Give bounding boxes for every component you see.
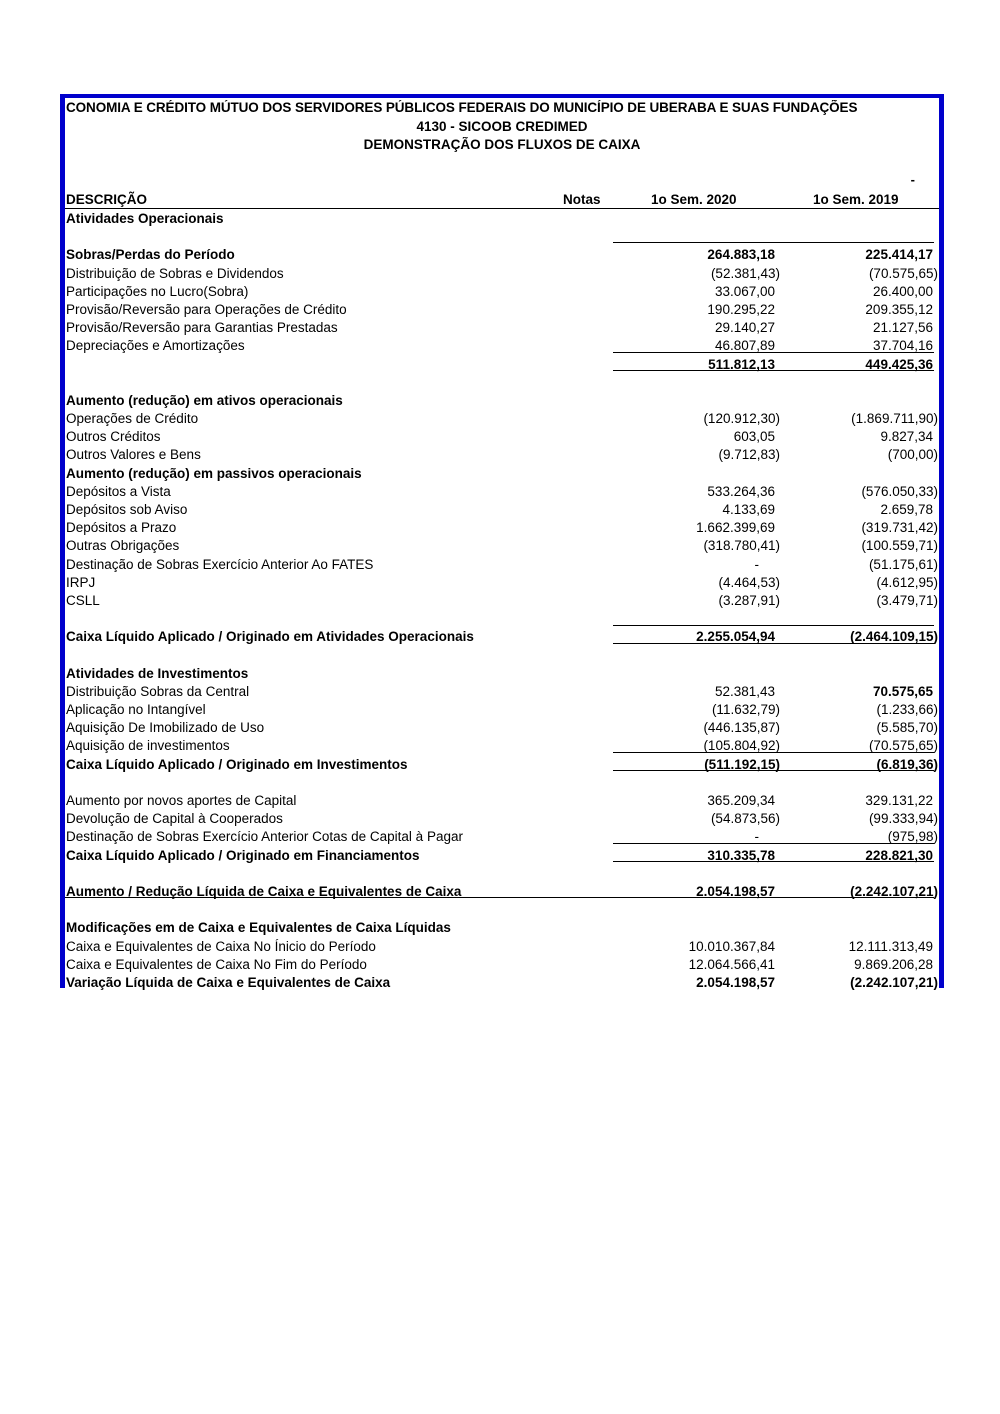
row-label: Aumento (redução) em ativos operacionais	[66, 392, 343, 408]
row-label: Caixa e Equivalentes de Caixa No Fim do Período	[66, 956, 367, 972]
value-2020: (105.804,92)	[703, 738, 780, 754]
table-row	[65, 919, 939, 937]
value-2019: (576.050,33)	[861, 483, 938, 499]
table-row	[65, 446, 939, 464]
table-row	[65, 246, 939, 264]
table-row	[65, 319, 939, 337]
column-notes: Notas	[563, 192, 601, 207]
value-2019: (2.464.109,15)	[850, 629, 938, 645]
value-2019: (1.233,66)	[876, 702, 938, 718]
value-2019: (700,00)	[887, 447, 938, 463]
rule-investimentos-bottom	[613, 770, 934, 771]
row-label: Atividades Operacionais	[66, 211, 224, 226]
table-row	[65, 665, 939, 683]
table-row	[65, 683, 939, 701]
value-2019: 225.414,17	[865, 247, 933, 263]
row-label: Provisão/Reversão para Operações de Crédito	[66, 301, 347, 317]
value-2020: (3.287,91)	[718, 592, 780, 608]
value-2020: 12.064.566,41	[688, 956, 775, 972]
table-row	[65, 501, 939, 519]
row-label: Provisão/Reversão para Garantias Prestadas	[66, 320, 338, 336]
value-2019: 9.869.206,28	[854, 956, 933, 972]
row-label: Outros Créditos	[66, 429, 161, 445]
row-label: Distribuição Sobras da Central	[66, 683, 250, 699]
row-label: Sobras/Perdas do Período	[66, 247, 235, 263]
value-2019: 2.659,78	[880, 502, 933, 517]
table-row	[65, 465, 939, 483]
table-row	[65, 301, 939, 319]
value-2019: 449.425,36	[865, 356, 933, 372]
value-2020: -	[754, 829, 759, 845]
rule-subtotal-top	[613, 352, 934, 353]
value-2020: (52.381,43)	[710, 265, 780, 281]
value-2020: 310.335,78	[707, 847, 775, 863]
value-2020: (511.192,15)	[704, 756, 780, 772]
value-2019: 228.821,30	[865, 847, 933, 863]
rule-liquida-bottom	[65, 897, 934, 898]
institution-name: CONOMIA E CRÉDITO MÚTUO DOS SERVIDORES PÚBLICOS FEDERAIS DO MUNICÍPIO DE UBERABA E SUAS FUNDAÇÕES	[66, 100, 858, 115]
row-label: Aplicação no Intangível	[66, 702, 206, 718]
row-label: Outros Valores e Bens	[66, 447, 201, 463]
rule-sobras-top	[613, 242, 934, 243]
value-2020: 190.295,22	[707, 301, 775, 317]
table-row	[65, 847, 939, 865]
table-row	[65, 901, 939, 919]
table-row	[65, 574, 939, 592]
row-label: Caixa Líquido Aplicado / Originado em Financiamentos	[66, 847, 420, 863]
value-2019: (4.612,95)	[876, 574, 938, 590]
value-2020: 10.010.367,84	[688, 938, 775, 954]
table-row	[65, 592, 939, 610]
value-2019: (70.575,65)	[868, 265, 938, 281]
value-2019: 9.827,34	[880, 429, 933, 445]
value-2020: -	[754, 556, 759, 572]
rule-operacionais-bottom	[613, 643, 934, 644]
value-2020: 29.140,27	[714, 320, 775, 336]
row-label: Participações no Lucro(Sobra)	[66, 283, 249, 299]
row-label: Aumento por novos aportes de Capital	[66, 793, 297, 808]
row-label: CSLL	[66, 592, 100, 608]
table-row	[65, 519, 939, 537]
column-description: DESCRIÇÃO	[66, 192, 148, 207]
row-label: Depósitos a Prazo	[66, 520, 177, 536]
table-row	[65, 883, 939, 901]
value-2020: 1.662.399,69	[696, 520, 775, 536]
row-label: Depreciações e Amortizações	[66, 338, 245, 354]
column-period-2020: 1o Sem. 2020	[651, 192, 737, 207]
value-2020: 603,05	[733, 429, 775, 445]
row-label: Caixa Líquido Aplicado / Originado em Atividades Operacionais	[66, 629, 474, 645]
value-2020: 533.264,36	[707, 483, 775, 499]
table-row	[65, 483, 939, 501]
value-2020: 2.054.198,57	[696, 974, 775, 990]
row-label: Aumento / Redução Líquida de Caixa e Equivalentes de Caixa	[66, 883, 462, 899]
table-row	[65, 647, 939, 665]
statement-frame	[60, 94, 944, 988]
table-row	[65, 792, 939, 810]
row-label: Depósitos a Vista	[66, 483, 171, 499]
value-2020: 2.255.054,94	[696, 629, 775, 645]
value-2020: (4.464,53)	[718, 574, 780, 590]
row-label: IRPJ	[66, 574, 96, 590]
column-header-row	[65, 190, 939, 209]
row-label: Destinação de Sobras Exercício Anterior Cotas de Capital à Pagar	[66, 829, 463, 845]
rule-operacionais-top	[613, 625, 934, 626]
row-label: Modificações em de Caixa e Equivalentes de Caixa Líquidas	[66, 920, 451, 936]
row-label: Devolução de Capital à Cooperados	[66, 811, 283, 827]
table-row	[65, 556, 939, 574]
value-2019: 209.355,12	[865, 301, 933, 317]
value-2020: (446.135,87)	[703, 720, 780, 736]
stray-mark: -	[910, 172, 915, 187]
column-period-2019: 1o Sem. 2019	[813, 192, 899, 207]
value-2019: 26.400,00	[872, 283, 933, 299]
row-label: Aquisição De Imobilizado de Uso	[66, 720, 265, 736]
value-2019: (70.575,65)	[868, 738, 938, 754]
value-2020: (54.873,56)	[710, 811, 780, 827]
row-label: Depósitos sob Aviso	[66, 502, 188, 517]
value-2020: 511.812,13	[708, 356, 775, 372]
table-row	[65, 228, 939, 246]
table-row	[65, 210, 939, 228]
value-2020: (318.780,41)	[703, 538, 780, 554]
table-row	[65, 265, 939, 283]
row-label: Atividades de Investimentos	[66, 665, 249, 681]
row-label: Destinação de Sobras Exercício Anterior Ao FATES	[66, 556, 374, 572]
row-label: Caixa Líquido Aplicado / Originado em Investimentos	[66, 756, 408, 772]
rule-investimentos-top	[613, 752, 934, 753]
table-row	[65, 956, 939, 974]
value-2019: 70.575,65	[872, 683, 933, 699]
value-2020: 365.209,34	[707, 793, 775, 808]
table-row	[65, 701, 939, 719]
table-row	[65, 865, 939, 883]
value-2020: 46.807,89	[714, 338, 775, 354]
row-label: Variação Líquida de Caixa e Equivalentes de Caixa	[66, 974, 391, 990]
statement-rows	[65, 210, 939, 992]
row-label: Caixa e Equivalentes de Caixa No Ínicio do Período	[66, 938, 376, 954]
value-2019: (975,98)	[887, 829, 938, 845]
table-row	[65, 283, 939, 301]
value-2019: (2.242.107,21)	[850, 974, 938, 990]
value-2020: 52.381,43	[714, 683, 775, 699]
value-2020: 264.883,18	[707, 247, 775, 263]
statement-title: DEMONSTRAÇÃO DOS FLUXOS DE CAIXA	[363, 137, 641, 152]
value-2020: 2.054.198,57	[696, 883, 775, 899]
table-row	[65, 810, 939, 828]
table-row	[65, 756, 939, 774]
value-2020: (11.632,79)	[711, 702, 780, 718]
row-label: Operações de Crédito	[66, 411, 199, 427]
value-2019: 37.704,16	[872, 338, 933, 354]
row-label: Outras Obrigações	[66, 538, 180, 554]
value-2019: (51.175,61)	[868, 556, 938, 572]
value-2019: (100.559,71)	[861, 538, 938, 554]
value-2019: 21.127,56	[872, 320, 933, 336]
table-row	[65, 428, 939, 446]
table-row	[65, 374, 939, 392]
value-2020: (9.712,83)	[718, 447, 780, 463]
value-2019: (319.731,42)	[861, 520, 938, 536]
value-2019: 329.131,22	[865, 793, 933, 808]
table-row	[65, 537, 939, 555]
value-2019: (5.585,70)	[876, 720, 938, 736]
value-2020: 4.133,69	[722, 502, 775, 517]
cooperative-code: 4130 - SICOOB CREDIMED	[416, 119, 588, 134]
row-label: Aquisição de investimentos	[66, 738, 230, 754]
rule-financiamentos-bottom	[613, 861, 934, 862]
value-2019: (1.869.711,90)	[851, 411, 938, 427]
rule-financiamentos-top	[613, 843, 934, 844]
table-row	[65, 392, 939, 410]
value-2019: 12.111.313,49	[848, 938, 933, 954]
table-row	[65, 410, 939, 428]
table-row	[65, 938, 939, 956]
value-2019: (6.819,36)	[876, 756, 938, 772]
table-row	[65, 719, 939, 737]
table-row	[65, 774, 939, 792]
row-label: Distribuição de Sobras e Dividendos	[66, 265, 284, 281]
row-label: Aumento (redução) em passivos operacionais	[66, 465, 362, 481]
value-2019: (2.242.107,21)	[850, 883, 938, 899]
rule-subtotal-bottom	[613, 370, 934, 371]
value-2020: 33.067,00	[714, 283, 775, 299]
value-2019: (99.333,94)	[868, 811, 938, 827]
table-row	[65, 974, 939, 992]
value-2019: (3.479,71)	[876, 592, 938, 608]
value-2020: (120.912,30)	[703, 411, 780, 427]
